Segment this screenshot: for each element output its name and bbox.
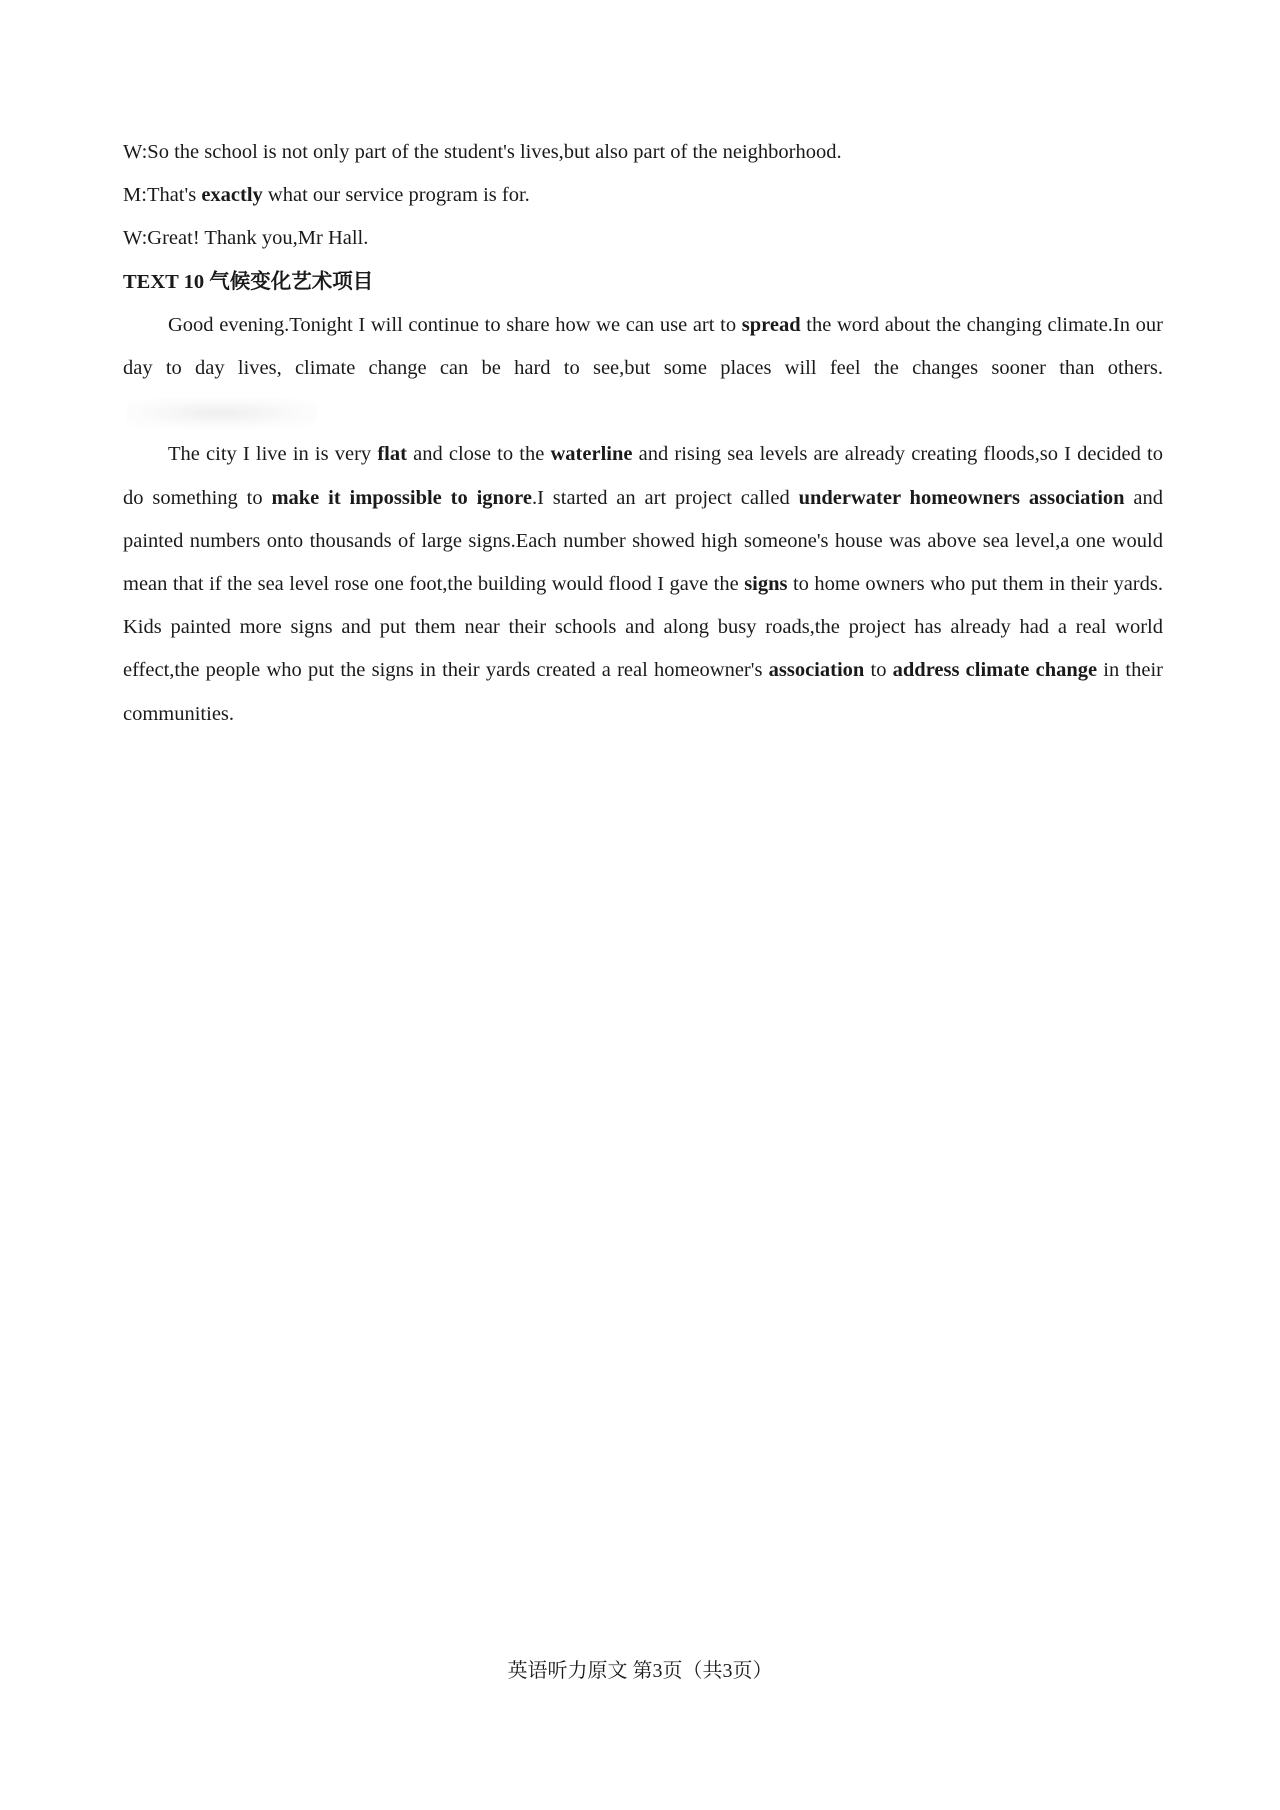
bold-keyword: association bbox=[768, 659, 865, 682]
dialogue-line bbox=[123, 217, 1163, 260]
dialogue-block bbox=[123, 131, 1163, 261]
text-run: to home owners who put them in their yards. Kids painted more signs and put them near their schools and along busy roads,the project has already had a real world effect,the people who put the signs in their yards created a real homeowner's bbox=[123, 573, 1163, 682]
text-run: what our service program is for. bbox=[262, 184, 530, 207]
bold-keyword: make it impossible to ignore bbox=[271, 486, 532, 509]
bold-keyword: signs bbox=[744, 573, 788, 596]
text-run: That's bbox=[146, 184, 202, 207]
text-run: .I started an art project called bbox=[532, 486, 799, 509]
speaker-label: W: bbox=[123, 141, 148, 163]
bold-keyword: flat bbox=[377, 443, 407, 466]
bold-keyword: underwater homeowners association bbox=[798, 486, 1125, 509]
speaker-label: W: bbox=[123, 227, 148, 250]
section-paragraphs bbox=[123, 304, 1163, 736]
document-body bbox=[123, 131, 1163, 736]
text-run: Good evening.Tonight I will continue to share how we can use art to bbox=[168, 313, 742, 336]
text-run: So the school is not only part of the student's lives,but also part of the neighborhood. bbox=[147, 141, 842, 163]
text-run: to bbox=[864, 659, 893, 682]
text-run: and close to the bbox=[406, 443, 551, 466]
bold-keyword: spread bbox=[741, 313, 801, 336]
paragraph bbox=[123, 433, 1163, 735]
paragraph bbox=[123, 304, 1163, 434]
text-run: Great! Thank you,Mr Hall. bbox=[147, 227, 369, 250]
text-run: the word about the changing climate.In our day to day lives, climate change can be hard to see,but some places will feel the changes sooner than others. bbox=[123, 313, 1164, 380]
bold-keyword: exactly bbox=[201, 184, 263, 207]
section-heading: TEXT 10 气候变化艺术项目 bbox=[123, 270, 374, 293]
text-run: The city I live in is very bbox=[168, 443, 378, 466]
text-run: in their communities. bbox=[123, 659, 1164, 725]
speaker-label: M: bbox=[123, 184, 147, 207]
dialogue-line bbox=[123, 131, 1163, 174]
text-run: and rising sea levels are already creating floods,so I decided to do something to bbox=[123, 443, 1163, 509]
dialogue-line bbox=[123, 174, 1163, 217]
page-footer: 英语听力原文 第3页（共3页） bbox=[507, 1660, 773, 1682]
scan-smudge bbox=[127, 398, 317, 428]
bold-keyword: address climate change bbox=[892, 659, 1098, 682]
bold-keyword: waterline bbox=[550, 443, 633, 466]
text-run: and painted numbers onto thousands of large signs.Each number showed high someone's house was above sea level,a one would mean that if the sea level rose one foot,the building would flood I gave the bbox=[123, 486, 1164, 596]
